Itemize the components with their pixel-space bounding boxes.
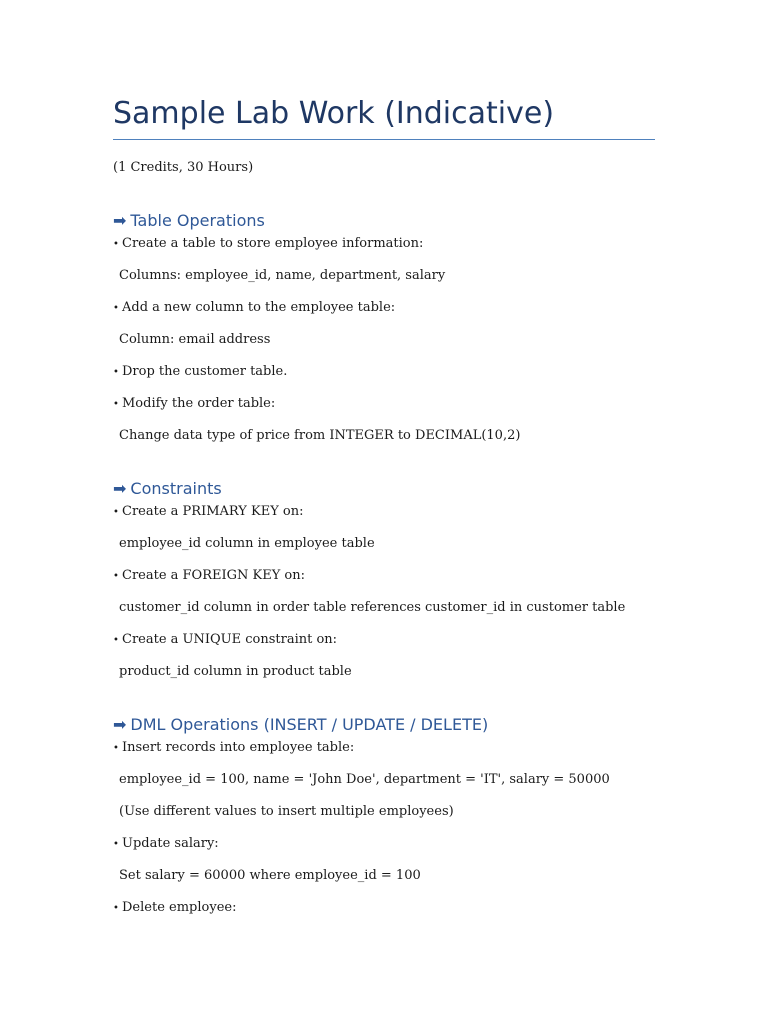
section-heading-constraints xyxy=(113,477,222,501)
bullet-text: Update salary: xyxy=(122,836,219,851)
section-heading-label: DML Operations (INSERT / UPDATE / DELETE) xyxy=(130,715,489,734)
bullet-item xyxy=(113,738,354,759)
page-title: Sample Lab Work (Indicative) xyxy=(113,96,555,131)
bullet-icon: • xyxy=(113,507,119,518)
detail-line: employee_id = 100, name = 'John Doe', department = 'IT', salary = 50000 xyxy=(119,772,610,787)
bullet-text: Create a PRIMARY KEY on: xyxy=(122,504,304,519)
section-heading-dml-operations xyxy=(113,713,488,737)
bullet-text: Delete employee: xyxy=(122,900,237,915)
bullet-text: Create a UNIQUE constraint on: xyxy=(122,632,338,647)
bullet-item xyxy=(113,566,305,587)
bullet-icon: • xyxy=(113,635,119,646)
bullet-item xyxy=(113,502,304,523)
right-arrow-icon: ➡ xyxy=(113,211,127,230)
bullet-icon: • xyxy=(113,399,119,410)
bullet-icon: • xyxy=(113,839,119,850)
detail-line: Column: email address xyxy=(119,332,271,347)
bullet-text: Modify the order table: xyxy=(122,396,276,411)
bullet-item xyxy=(113,298,395,319)
bullet-icon: • xyxy=(113,239,119,250)
section-heading-label: Table Operations xyxy=(130,211,265,230)
right-arrow-icon: ➡ xyxy=(113,715,127,734)
title-underline xyxy=(113,139,655,140)
section-heading-label: Constraints xyxy=(130,479,222,498)
bullet-item xyxy=(113,630,337,651)
bullet-icon: • xyxy=(113,743,119,754)
detail-line: Change data type of price from INTEGER to DECIMAL(10,2) xyxy=(119,428,521,443)
bullet-text: Create a table to store employee information: xyxy=(122,236,424,251)
bullet-text: Drop the customer table. xyxy=(122,364,288,379)
bullet-item xyxy=(113,394,275,415)
bullet-item xyxy=(113,834,219,855)
detail-line: product_id column in product table xyxy=(119,664,352,679)
detail-line: employee_id column in employee table xyxy=(119,536,375,551)
bullet-icon: • xyxy=(113,367,119,378)
section-heading-table-operations xyxy=(113,209,265,233)
detail-line: Columns: employee_id, name, department, salary xyxy=(119,268,446,283)
bullet-icon: • xyxy=(113,571,119,582)
bullet-text: Insert records into employee table: xyxy=(122,740,355,755)
bullet-item xyxy=(113,898,236,919)
right-arrow-icon: ➡ xyxy=(113,479,127,498)
bullet-text: Create a FOREIGN KEY on: xyxy=(122,568,306,583)
bullet-icon: • xyxy=(113,903,119,914)
bullet-item xyxy=(113,234,423,255)
detail-line: Set salary = 60000 where employee_id = 100 xyxy=(119,868,421,883)
bullet-text: Add a new column to the employee table: xyxy=(122,300,396,315)
bullet-item xyxy=(113,362,287,383)
detail-line: (Use different values to insert multiple employees) xyxy=(119,804,454,819)
detail-line: customer_id column in order table references customer_id in customer table xyxy=(119,600,626,615)
bullet-icon: • xyxy=(113,303,119,314)
credits-text: (1 Credits, 30 Hours) xyxy=(113,160,254,175)
